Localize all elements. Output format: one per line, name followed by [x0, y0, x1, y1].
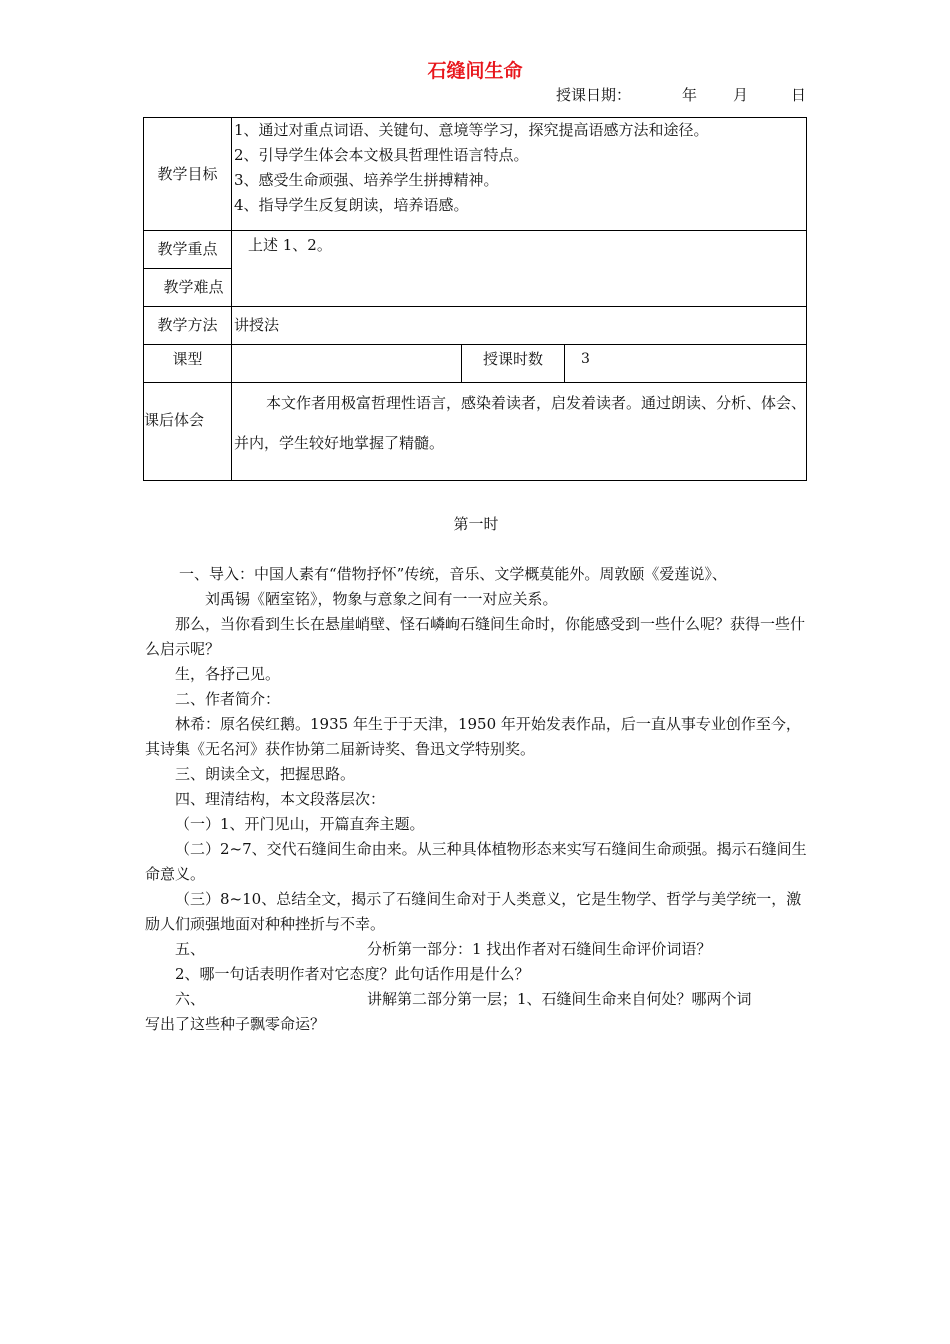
paragraph: 那么，当你看到生长在悬崖峭壁、怪石嶙峋石缝间生命时，你能感受到一些什么呢？获得一些什么启示呢？: [145, 615, 806, 658]
paragraph: 2、哪一句话表明作者对它态度？此句话作用是什么？: [175, 965, 530, 983]
goals-cell: [232, 118, 807, 231]
goals-label: 教学目标: [144, 118, 232, 231]
intro-line-2: 刘禹锡《陋室铭》，物象与意象之间有一一对应关系。: [205, 590, 558, 608]
intro-line-1: 一、导入：中国人素有“借物抒怀”传统，音乐、文学概莫能外。周敦颐《爱莲说》、: [179, 565, 727, 583]
key-points-value: 上述 1、2。: [232, 231, 807, 307]
row-goals: [144, 118, 807, 231]
goal-item: 3、感受生命顽强、培养学生拼搏精神。: [234, 171, 499, 189]
difficulty-label: 教学难点: [144, 269, 232, 307]
section-title: 第一时: [453, 515, 499, 533]
key-points-label: 教学重点: [144, 231, 232, 269]
hours-label: 授课时数: [462, 345, 565, 383]
page-title: 石缝间生命: [427, 60, 523, 82]
hours-value: 3: [565, 345, 807, 383]
type-label: 课型: [144, 345, 232, 383]
method-value: 讲授法: [232, 307, 807, 345]
section-text: 讲解第二部分第一层；1、石缝间生命来自何处？哪两个词: [367, 990, 752, 1008]
paragraph-six-continued: 写出了这些种子飘零命运？: [145, 1015, 326, 1033]
method-label: 教学方法: [144, 307, 232, 345]
date-month: 月: [733, 86, 749, 104]
date-label: 授课日期：: [556, 86, 632, 104]
paragraph: （二）2~7、交代石缝间生命由来。从三种具体植物形态来实写石缝间生命顽强。揭示石缝间生命意义。: [145, 840, 807, 883]
goal-item: 4、指导学生反复朗读，培养语感。: [234, 196, 469, 214]
paragraph: 生，各抒己见。: [175, 665, 281, 683]
section-number: 五、: [175, 940, 206, 958]
paragraph: 林希：原名侯红鹅。1935 年生于于天津，1950 年开始发表作品，后一直从事专业创作至今，其诗集《无名河》获作协第二届新诗奖、鲁迅文学特别奖。: [145, 715, 801, 758]
paragraph: （一）1、开门见山，开篇直奔主题。: [175, 815, 425, 833]
reflection-label: 课后体会: [144, 383, 232, 481]
row-type: [144, 345, 807, 383]
paragraph: 四、理清结构，本文段落层次：: [175, 790, 386, 808]
row-key-points: [144, 231, 807, 269]
goal-item: 2、引导学生体会本文极具哲理性语言特点。: [234, 146, 529, 164]
row-method: [144, 307, 807, 345]
goal-item: 1、通过对重点词语、关键句、意境等学习，探究提高语感方法和途径。: [234, 121, 709, 139]
paragraph: （三）8~10、总结全文，揭示了石缝间生命对于人类意义，它是生物学、哲学与美学统一，激励人们顽强地面对种种挫折与不幸。: [145, 890, 802, 933]
lesson-plan-table: [143, 117, 807, 481]
paragraph: 二、作者简介：: [175, 690, 281, 708]
date-day: 日: [791, 86, 807, 104]
type-value: [232, 345, 462, 383]
section-number: 六、: [175, 990, 206, 1008]
date-year: 年: [682, 86, 698, 104]
reflection-text: 本文作者用极富哲理性语言，感染着读者，启发着读者。通过朗读、分析、体会、并内，学生较好地掌握了精髓。: [232, 383, 807, 481]
row-reflection: [144, 383, 807, 481]
paragraph: 三、朗读全文，把握思路。: [175, 765, 356, 783]
section-text: 分析第一部分：1 找出作者对石缝间生命评价词语？: [367, 940, 712, 958]
